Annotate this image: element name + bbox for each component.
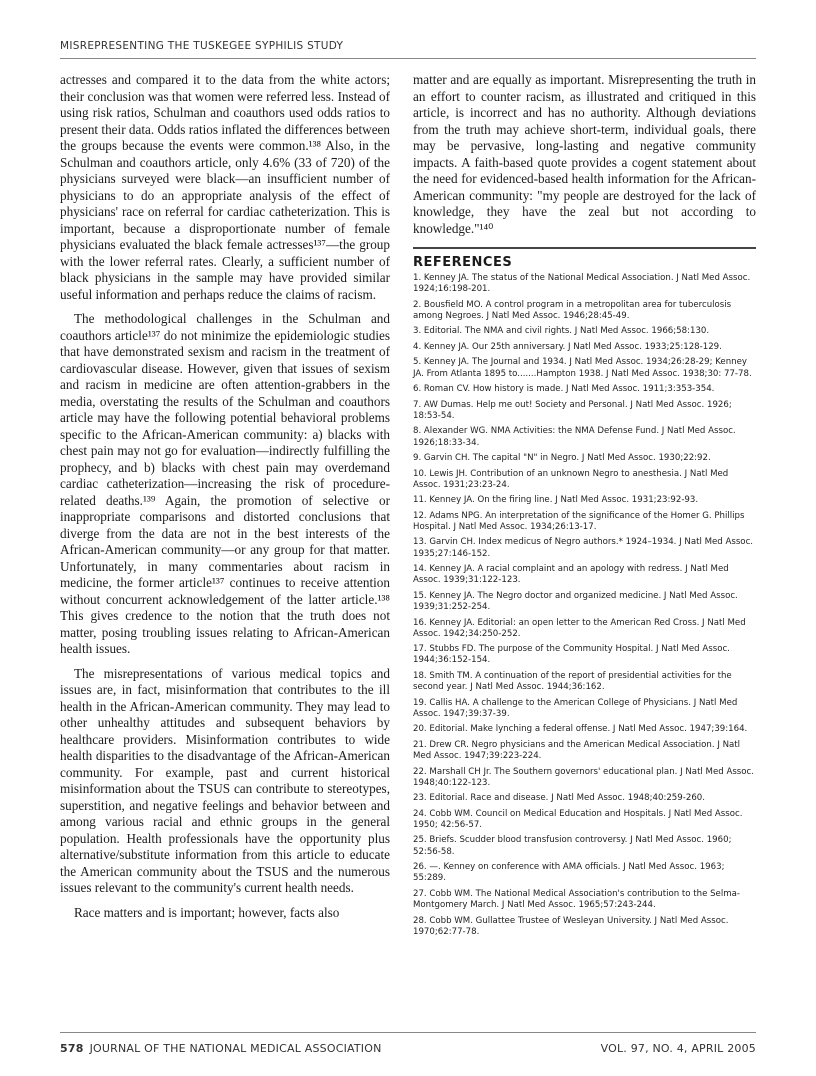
page-number: 578 bbox=[60, 1042, 84, 1055]
reference-item: 22. Marshall CH Jr. The Southern governors' educational plan. J Natl Med Assoc. 1948;40:122-123. bbox=[413, 766, 754, 788]
reference-item: 4. Kenney JA. Our 25th anniversary. J Natl Med Assoc. 1933;25:128-129. bbox=[413, 341, 722, 352]
reference-item: 11. Kenney JA. On the firing line. J Natl Med Assoc. 1931;23:92-93. bbox=[413, 495, 699, 506]
body-paragraph-continued: matter and are equally as important. Misrepresenting the truth in an effort to counter racism, as illustrated and critiqued in this article, is incorrect and has no authority. Although deviations from the truth may achieve short-term, individual goals, there may be pervasive, long-lasting and negative community impacts. A faith-based quote provides a cogent statement about the need for evidenced-based health information for the African-American community: "my people are destroyed for the lack of knowledge, they have the zeal but not according to knowledge."¹⁴⁰ bbox=[413, 72, 756, 236]
reference-item: 9. Garvin CH. The capital "N" in Negro. J Natl Med Assoc. 1930;22:92. bbox=[413, 453, 711, 464]
reference-item: 20. Editorial. Make lynching a federal offense. J Natl Med Assoc. 1947;39:164. bbox=[413, 724, 748, 735]
reference-item: 24. Cobb WM. Council on Medical Education and Hospitals. J Natl Med Assoc. 1950; 42:56-57. bbox=[413, 808, 743, 830]
reference-item: 25. Briefs. Scudder blood transfusion controversy. J Natl Med Assoc. 1960; 52:56-58. bbox=[413, 835, 732, 857]
body-paragraph: Race matters and is important; however, facts also bbox=[74, 904, 340, 920]
running-head: MISREPRESENTING THE TUSKEGEE SYPHILIS STUDY bbox=[60, 40, 344, 52]
footer-left bbox=[60, 1042, 382, 1055]
reference-item: 6. Roman CV. How history is made. J Natl Med Assoc. 1911;3:353-354. bbox=[413, 384, 715, 395]
reference-item: 2. Bousfield MO. A control program in a metropolitan area for tuberculosis among Negroes. J Natl Med Assoc. 1946;28:45-49. bbox=[413, 299, 732, 321]
reference-item: 27. Cobb WM. The National Medical Association's contribution to the Selma-Montgomery March. J Natl Med Assoc. 1965;57:243-244. bbox=[413, 888, 740, 911]
reference-item: 15. Kenney JA. The Negro doctor and organized medicine. J Natl Med Assoc. 1939;31:252-254. bbox=[413, 590, 738, 613]
reference-item: 13. Garvin CH. Index medicus of Negro authors.* 1924–1934. J Natl Med Assoc. 1935;27:146-152. bbox=[413, 537, 754, 559]
left-column bbox=[60, 72, 390, 929]
reference-item: 16. Kenney JA. Editorial: an open letter to the American Red Cross. J Natl Med Assoc. 1942;34:250-252. bbox=[413, 617, 746, 639]
reference-item: 21. Drew CR. Negro physicians and the American Medical Association. J Natl Med Assoc. 1947;39:223-224. bbox=[413, 739, 741, 762]
reference-item: 12. Adams NPG. An interpretation of the significance of the Homer G. Phillips Hospital. J Natl Med Assoc. 1934;26:13-17. bbox=[413, 510, 745, 532]
reference-item: 7. AW Dumas. Help me out! Society and Personal. J Natl Med Assoc. 1926; 18:53-54. bbox=[413, 399, 732, 421]
reference-item: 17. Stubbs FD. The purpose of the Community Hospital. J Natl Med Assoc. 1944;36:152-154. bbox=[413, 644, 730, 666]
journal-name: JOURNAL OF THE NATIONAL MEDICAL ASSOCIATION bbox=[89, 1042, 382, 1055]
reference-item: 23. Editorial. Race and disease. J Natl Med Assoc. 1948;40:259-260. bbox=[413, 793, 705, 804]
reference-item: 28. Cobb WM. Gullattee Trustee of Wesleyan University. J Natl Med Assoc. 1970;62:77-78. bbox=[413, 915, 729, 937]
reference-item: 18. Smith TM. A continuation of the report of presidential activities for the second year. J Natl Med Assoc. 1944;36:162. bbox=[413, 670, 732, 693]
reference-item: 1. Kenney JA. The status of the National Medical Association. J Natl Med Assoc. 1924;16:198-201. bbox=[413, 273, 751, 295]
volume-info: VOL. 97, NO. 4, APRIL 2005 bbox=[600, 1042, 756, 1055]
references-heading: REFERENCES bbox=[413, 255, 513, 270]
references-rule bbox=[413, 247, 756, 249]
body-paragraph: The misrepresentations of various medical topics and issues are, in fact, misinformation that contributes to the ill health in the African-American community. They may lead to other unhealthy attitudes and subsequent behaviors by healthcare providers. Misinformation contributes to wide health disparities to the disadvantage of the African-American community. For example, past and current historical misinformation about the TSUS can contribute to stereotypes, superstition, and negative feelings and behavior between and among various racial and ethnic groups in the general population. Health professionals have the opportunity plus alternative/substitute information from this article to educate the American community about the TSUS and the numerous issues relevant to the community's current health needs. bbox=[60, 665, 390, 895]
page-footer bbox=[60, 1042, 756, 1055]
reference-item: 19. Callis HA. A challenge to the American College of Physicians. J Natl Med Assoc. 1947;39:37-39. bbox=[413, 697, 738, 719]
reference-item: 3. Editorial. The NMA and civil rights. J Natl Med Assoc. 1966;58:130. bbox=[413, 326, 710, 337]
body-paragraph: actresses and compared it to the data from the white actors; their conclusion was that women were referred less. Instead of using risk ratios, Schulman and coauthors used odds ratios to present their data. Odds ratios inflated the differences between the groups because the events were common.¹³⁸ Also, in the Schulman and coauthors article, only 4.6% (33 of 720) of the physicians surveyed were black—an insufficient number of physicians to do an appropriate analysis of the effect of physicians' race on referral for cardiac catheterization. This is important, because a disproportionate number of female physicians evaluated the black female actresses¹³⁷—the group with the lower referral rates. Clearly, a sufficient number of black physicians in the sample may have provided similar useful information and perhaps reduce the claims of racism. bbox=[60, 72, 390, 302]
reference-item: 14. Kenney JA. A racial complaint and an apology with redress. J Natl Med Assoc. 1939;31:122-123. bbox=[413, 564, 729, 586]
reference-item: 26. —. Kenney on conference with AMA officials. J Natl Med Assoc. 1963; 55:289. bbox=[413, 862, 725, 884]
references-list bbox=[413, 273, 756, 938]
footer-rule bbox=[60, 1032, 756, 1033]
header-rule bbox=[60, 58, 756, 59]
reference-item: 8. Alexander WG. NMA Activities: the NMA Defense Fund. J Natl Med Assoc. 1926;18:33-34. bbox=[413, 426, 736, 448]
reference-item: 10. Lewis JH. Contribution of an unknown Negro to anesthesia. J Natl Med Assoc. 1931;23:23-24. bbox=[413, 468, 729, 490]
body-paragraph: The methodological challenges in the Schulman and coauthors article¹³⁷ do not minimize the epidemiologic studies that have demonstrated sexism and racism in the treatment of cardiovascular disease. However, given that issues of sexism and racism in medicine are often attention-grabbers in the media, overstating the results of the Schulman and coauthors article may have the following potential behavioral problems specific to the African-American community: a) blacks with chest pain may not go for evaluation—indirectly fulfilling the prophecy, and b) blacks with chest pain may overdemand cardiac catheterization—increasing the risk of procedure-related deaths.¹³⁹ Again, the promotion of selective or inappropriate comparisons and distorted conclusions that diverge from the data are not in the best interests of the African-American community—or any group for that matter. Unfortunately, in many commentaries about racism in medicine, the former article¹³⁷ continues to receive attention without concurrent acknowledgement of the latter article.¹³⁸ This gives credence to the notion that the truth does not matter, posing troubling issues relating to African-American health issues. bbox=[60, 311, 390, 656]
right-column bbox=[413, 72, 756, 942]
reference-item: 5. Kenney JA. The Journal and 1934. J Natl Med Assoc. 1934;26:28-29; Kenney JA. From Atlanta 1895 to.......Hampton 1938. J Natl Med Assoc. 1938;30: 77-78. bbox=[413, 357, 752, 379]
